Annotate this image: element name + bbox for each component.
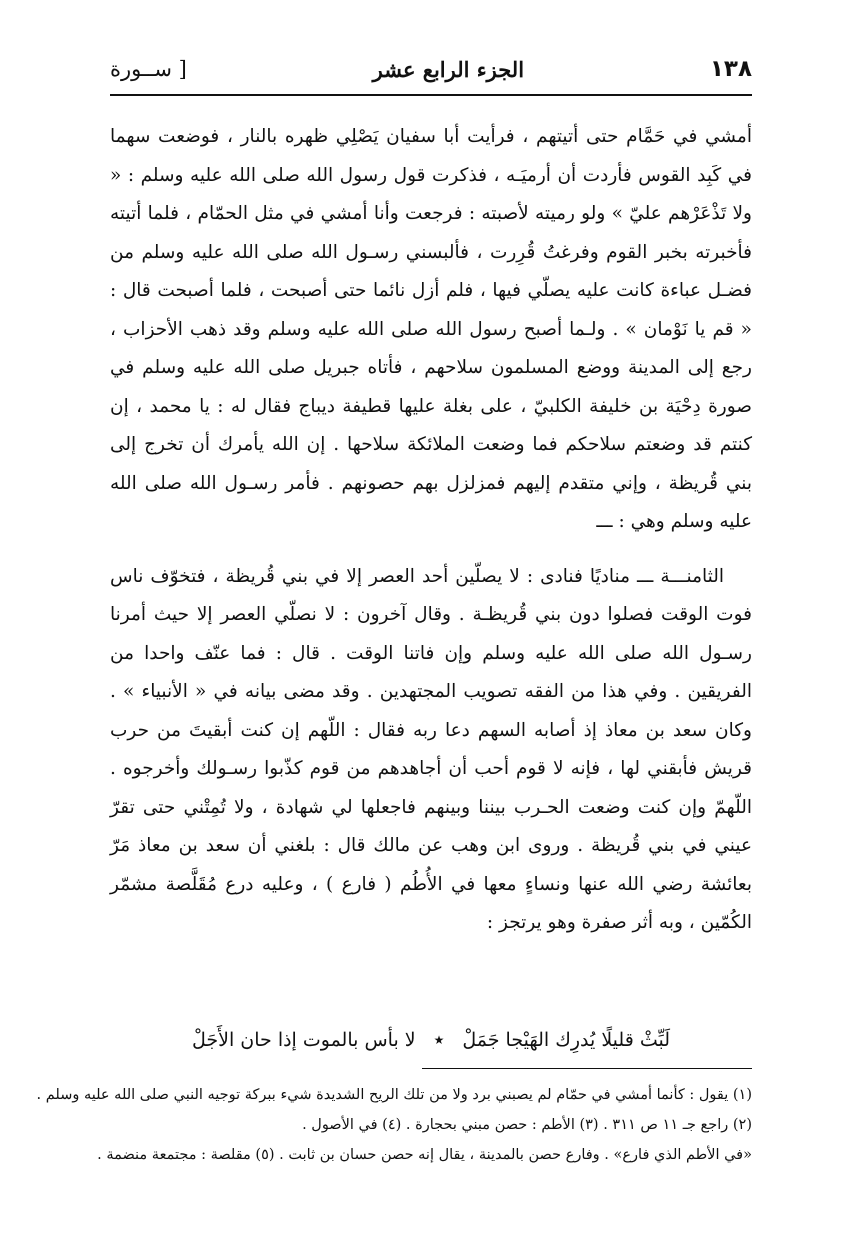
main-text [110,118,752,943]
page-number: ١٣٨ [709,56,752,82]
page-header [110,48,752,90]
paragraph-2: الثامنـــة ـــ مناديًا فنادى : لا يصلّين أحد العصر إلا في بني قُريظة ، فتخوّف ناس فوت الوقت فصلوا دون بني قُريظـة . وقال آخرون : لا نصلّي العصر إلا حيث أمرنا رسـول الله صلى الله عليه وسلم وإن فاتنا الوقت . قال : فما عنّف واحدا من الفريقين . وفي هذا من الفقه تصويب المجتهدين . وقد مضى بيانه في « الأنبياء » . وكان سعد بن معاذ إذ أصابه السهم دعا ربه فقال : اللّهم إن كنت أبقيتَ من حرب قريش فأبقني لها ، فإنه لا قوم أحب أن أجاهدهم من قوم كذّبوا رسـولك وأخرجوه . اللّهمّ وإن كنت وضعت الحـرب بيننا وبينهم فاجعلها لي شهادة ، ولا تُمِتْني حتى تقرّ عيني في بني قُريظة . وروى ابن وهب عن مالك قال : بلغني أن سعد بن معاذ مَرّ بعائشة رضي الله عنها ونساءٍ معها في الأُطُم ( فارع ) ، وعليه درع مُقَلَّصة مشمّر الكُمّين ، وبه أثر صفرة وهو يرتجز : [110,565,752,933]
poetry-verse [110,1020,752,1060]
footnotes [36,1080,752,1170]
paragraph-1: أمشي في حَمَّام حتى أتيتهم ، فرأيت أبا سفيان يَصْلِي ظهره بالنار ، فوضعت سهما في كَبِد القوس فأردت أن أرميَـه ، فذكرت قول رسول الله صلى الله عليه وسلم : « ولا تَذْعَرْهم عليّ » ولو رميته لأصبته : فرجعت وأنا أمشي في مثل الحمّام ، فلما أتيته فأخبرته بخبر القوم وفرغتُ قُرِرت ، فألبسني رسـول الله صلى الله عليه وسلم من فضـل عباءة كانت عليه يصلّي فيها ، فلم أزل نائما حتى أصبحت ، فلما أصبحت قال : « قم يا نَوْمان » . ولـما أصبح رسول الله صلى الله عليه وسلم وقد ذهب الأحزاب ، رجع إلى المدينة ووضع المسلمون سلاحهم ، فأتاه جبريل صلى الله عليه وسلم في صورة دِحْيَة بن خليفة الكلبيّ ، على بغلة عليها قطيفة ديباج فقال له : يا محمد ، إن كنتم قد وضعتم سلاحكم فما وضعت الملائكة سلاحها . إن الله يأمرك أن تخرج إلى بني قُريظة ، وإني متقدم إليهم فمزلزل بهم حصونهم . فأمر رسـول الله صلى الله عليه وسلم وهي : ـــ [110,126,752,532]
verse-hemistich-1: لَبِّثْ قليلًا يُدرِك الهَيْجا جَمَلْ [462,1029,670,1051]
footnote-rule [422,1068,752,1069]
footnote-line: «في الأطم الذي فارع» . وفارع حصن بالمدينة ، يقال إنه حصن حسان بن ثابت . (٥) مقلصة : مجتمعة منضمة . [97,1147,752,1163]
verse-separator-star-icon: ★ [433,1033,445,1047]
footnote-line: (٢) راجع جـ ١١ ص ٣١١ . (٣) الأطم : حصن مبني بحجارة . (٤) في الأصول . [302,1117,752,1133]
header-rule [110,94,752,96]
footnote-line: (١) يقول : كأنما أمشي في حمّام لم يصبني برد ولا من تلك الريح الشديدة شيء ببركة توجيه النبي صلى الله عليه وسلم . [36,1087,752,1103]
surah-label: [ ســورة [110,57,187,81]
running-title: الجزء الرابع عشر [372,56,525,82]
verse-hemistich-2: لا بأس بالموت إذا حان الأَجَلْ [192,1029,416,1051]
